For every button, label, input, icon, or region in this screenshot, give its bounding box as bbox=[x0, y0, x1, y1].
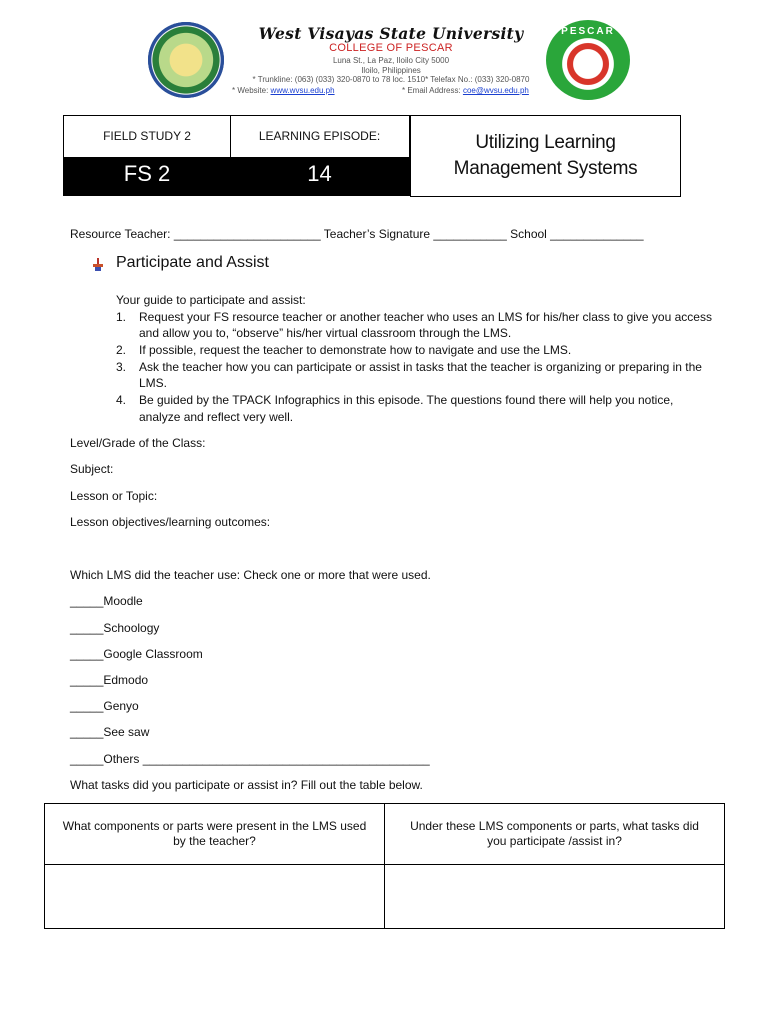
tasks-assisted-header: Under these LMS components or parts, what tasks did you participate /assist in? bbox=[410, 819, 699, 848]
episode-title-box bbox=[410, 115, 681, 197]
email-link[interactable]: coe@wvsu.edu.ph bbox=[462, 86, 529, 95]
lms-option-edmodo[interactable]: _____Edmodo bbox=[70, 673, 149, 687]
email-label: * Email Address: bbox=[402, 86, 461, 95]
guide-item-line: If possible, request the teacher to demonstrate how to navigate and use the LMS. bbox=[139, 343, 572, 357]
section-heading: Participate and Assist bbox=[116, 254, 269, 271]
email-row bbox=[402, 86, 529, 95]
field-study-label: FIELD STUDY 2 bbox=[64, 116, 231, 157]
resource-teacher-line: Resource Teacher: ______________________ Teacher’s Signature ___________ School ______________ bbox=[70, 227, 644, 241]
lms-option-genyo[interactable]: _____Genyo bbox=[70, 699, 139, 713]
address-line-2: Iloilo, Philippines bbox=[361, 66, 421, 75]
lms-option-see-saw[interactable]: _____See saw bbox=[70, 725, 150, 739]
learning-episode-value: 14 bbox=[307, 161, 332, 186]
guide-item-line: analyze and reflect very well. bbox=[139, 410, 294, 424]
lesson-topic-field: Lesson or Topic: bbox=[70, 489, 158, 503]
episode-title-line-1: Utilizing Learning bbox=[475, 132, 616, 153]
subject-field: Subject: bbox=[70, 462, 114, 476]
wvsu-seal-icon bbox=[148, 22, 224, 98]
lesson-objectives-field: Lesson objectives/learning outcomes: bbox=[70, 515, 271, 529]
guide-item-line: Be guided by the TPACK Infographics in this episode. The questions found there will help you notice, bbox=[139, 393, 674, 407]
lms-question: Which LMS did the teacher use: Check one or more that were used. bbox=[70, 568, 431, 582]
tasks-prompt: What tasks did you participate or assist in? Fill out the table below. bbox=[70, 778, 423, 792]
guide-item-number: 2. bbox=[116, 343, 127, 357]
learning-episode-label: LEARNING EPISODE: bbox=[258, 129, 381, 143]
trunkline-text: * Trunkline: (063) (033) 320-0870 to 78 loc. 1510* Telefax No.: (033) 320-0870 bbox=[252, 75, 530, 84]
pescar-seal-icon bbox=[546, 20, 630, 100]
pescar-logo-text: PESCAR bbox=[561, 26, 615, 37]
field-study-values-row bbox=[64, 157, 409, 195]
field-study-table bbox=[63, 115, 410, 196]
guide-item-number: 4. bbox=[116, 393, 127, 407]
pin-bullet-icon bbox=[92, 258, 104, 272]
website-label: * Website: bbox=[232, 86, 269, 95]
guide-item-line: Ask the teacher how you can participate or assist in tasks that the teacher is organizing or preparing in the bbox=[139, 360, 702, 374]
website-row bbox=[232, 86, 335, 95]
guide-item-line: and allow you to, “observe” his/her virtual classroom through the LMS. bbox=[139, 326, 512, 340]
lms-option-google-classroom[interactable]: _____Google Classroom bbox=[70, 647, 203, 661]
lms-components-header: What components or parts were present in the LMS used by the teacher? bbox=[62, 819, 367, 848]
lms-option-others[interactable]: _____Others ___________________________________________ bbox=[70, 752, 430, 766]
guide-item-number: 1. bbox=[116, 310, 127, 324]
guide-item-line: LMS. bbox=[139, 376, 168, 390]
field-study-value: FS 2 bbox=[123, 161, 171, 186]
tasks-assisted-cell[interactable] bbox=[385, 865, 724, 928]
tasks-table bbox=[44, 803, 725, 929]
college-name: COLLEGE OF PESCAR bbox=[329, 42, 453, 54]
guide-item-line: Request your FS resource teacher or another teacher who uses an LMS for his/her class to give you access bbox=[139, 310, 712, 324]
level-grade-field: Level/Grade of the Class: bbox=[70, 436, 206, 450]
lms-option-schoology[interactable]: _____Schoology bbox=[70, 621, 160, 635]
university-name: West Visayas State University bbox=[258, 24, 524, 43]
guide-item-number: 3. bbox=[116, 360, 127, 374]
lms-components-cell[interactable] bbox=[45, 865, 384, 928]
address-line-1: Luna St., La Paz, Iloilo City 5000 bbox=[332, 56, 450, 65]
lms-option-moodle[interactable]: _____Moodle bbox=[70, 594, 143, 608]
website-link[interactable]: www.wvsu.edu.ph bbox=[270, 86, 335, 95]
guide-intro: Your guide to participate and assist: bbox=[116, 293, 306, 307]
episode-title-line-2: Management Systems bbox=[453, 158, 638, 179]
